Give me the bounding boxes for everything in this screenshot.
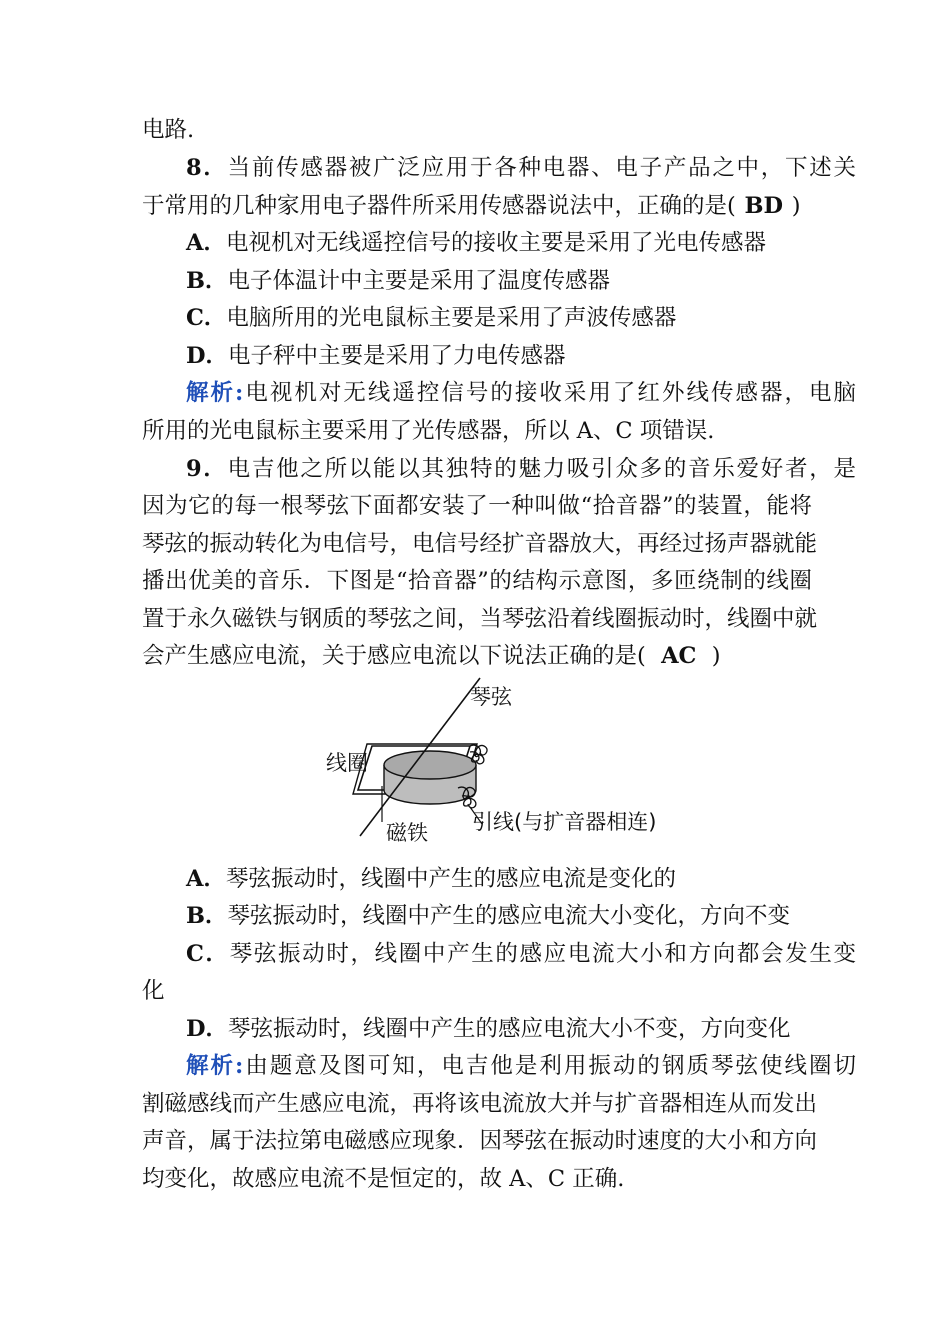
option-text: 琴弦振动时，线圈中产生的感应电流大小变化，方向不变: [227, 903, 791, 929]
stem-text: 因为它的每一根琴弦下面都安装了一种叫做“拾音器”的装置，能将: [142, 493, 812, 519]
option-letter: C．: [186, 941, 230, 967]
stem-text: 播出优美的音乐．下图是“拾音器”的结构示意图，多匝绕制的线圈: [142, 568, 812, 594]
option-letter: D．: [186, 343, 229, 369]
analysis-text: 割磁感线而产生感应电流，再将该电流放大并与扩音器相连从而发出: [142, 1091, 818, 1117]
option-d: [186, 1014, 856, 1044]
analysis-text: 所用的光电鼠标主要采用了光传感器，所以 A、C 项错误.: [142, 418, 715, 444]
option-letter: A．: [186, 230, 226, 256]
question-number: 8．: [186, 155, 228, 181]
option-letter: D．: [186, 1016, 229, 1042]
stem-text: 会产生感应电流，关于感应电流以下说法正确的是(: [142, 643, 646, 669]
magnet-top: [384, 751, 476, 779]
stem-text: 琴弦的振动转化为电信号，电信号经扩音器放大，再经过扬声器就能: [142, 531, 818, 557]
option-letter: A．: [186, 866, 226, 892]
question-9-stem-line-3: [142, 529, 818, 559]
option-b: [186, 901, 856, 931]
stem-text: 于常用的几种家用电子器件所采用传感器说法中，正确的是(: [142, 193, 736, 219]
analysis-text: 由题意及图可知，电吉他是利用振动的钢质琴弦使线圈切: [243, 1053, 856, 1079]
analysis-9-line-2: [142, 1089, 818, 1119]
question-9-stem-line-1: [186, 454, 856, 484]
option-a: [186, 228, 856, 258]
answer-text: AC: [661, 643, 697, 669]
string-label: 琴弦: [470, 685, 512, 709]
option-c: [186, 939, 856, 969]
lead-wire-top: [470, 745, 487, 764]
option-text: 电视机对无线遥控信号的接收主要是采用了光电传感器: [225, 230, 766, 256]
analysis-9-line-3: [142, 1126, 818, 1156]
analysis-9-line-1: [186, 1051, 856, 1081]
question-9-stem-line-5: [142, 604, 818, 634]
question-8-stem-line-1: [186, 153, 856, 183]
option-text: 电子体温计中主要是采用了温度传感器: [227, 268, 611, 294]
question-number: 9．: [186, 456, 228, 482]
stem-text: 电吉他之所以能以其独特的魅力吸引众多的音乐爱好者，是: [227, 456, 856, 482]
option-text: 电子秤中主要是采用了力电传感器: [228, 343, 566, 369]
magnet-label: 磁铁: [386, 821, 428, 845]
stem-text: 当前传感器被广泛应用于各种电器、电子产品之中，下述关: [227, 155, 856, 181]
answer-text: BD: [744, 193, 784, 219]
option-letter: B．: [186, 903, 228, 929]
option-c-continued: [142, 976, 812, 1006]
paren-close: ): [791, 193, 801, 219]
text-line: [142, 115, 812, 145]
analysis-text: 声音，属于法拉第电磁感应现象．因琴弦在振动时速度的大小和方向: [142, 1128, 818, 1154]
analysis-label: 解析:: [186, 380, 244, 406]
coil-label: 线圈: [326, 751, 368, 775]
question-9-stem-line-4: [142, 566, 812, 596]
question-9-stem-line-2: [142, 491, 812, 521]
option-text: 化: [142, 978, 165, 1004]
pickup-diagram: [320, 676, 700, 852]
option-text: 琴弦振动时，线圈中产生的感应电流是变化的: [225, 866, 676, 892]
analysis-8-line-1: [186, 378, 856, 408]
option-b: [186, 266, 856, 296]
option-letter: C．: [186, 305, 227, 331]
stem-text: 置于永久磁铁与钢质的琴弦之间，当琴弦沿着线圈振动时，线圈中就: [142, 606, 818, 632]
question-9-stem-line-6: [142, 641, 812, 671]
analysis-text: 电视机对无线遥控信号的接收采用了红外线传感器，电脑: [243, 380, 856, 406]
question-8-stem-line-2: [142, 191, 812, 221]
paren-close: ): [711, 643, 721, 669]
lead-label: 引线(与扩音器相连): [472, 810, 657, 834]
analysis-label: 解析:: [186, 1053, 244, 1079]
option-text: 琴弦振动时，线圈中产生的感应电流大小不变，方向变化: [228, 1016, 791, 1042]
analysis-8-line-2: [142, 416, 812, 446]
option-c: [186, 303, 856, 333]
option-text: 电脑所用的光电鼠标主要是采用了声波传感器: [226, 305, 677, 331]
continuation-text: 电路.: [142, 117, 195, 143]
analysis-text: 均变化，故感应电流不是恒定的，故 A、C 正确.: [142, 1166, 625, 1192]
option-a: [186, 864, 856, 894]
analysis-9-line-4: [142, 1164, 812, 1194]
option-d: [186, 341, 856, 371]
option-text: 琴弦振动时，线圈中产生的感应电流大小和方向都会发生变: [229, 941, 856, 967]
option-letter: B．: [186, 268, 228, 294]
